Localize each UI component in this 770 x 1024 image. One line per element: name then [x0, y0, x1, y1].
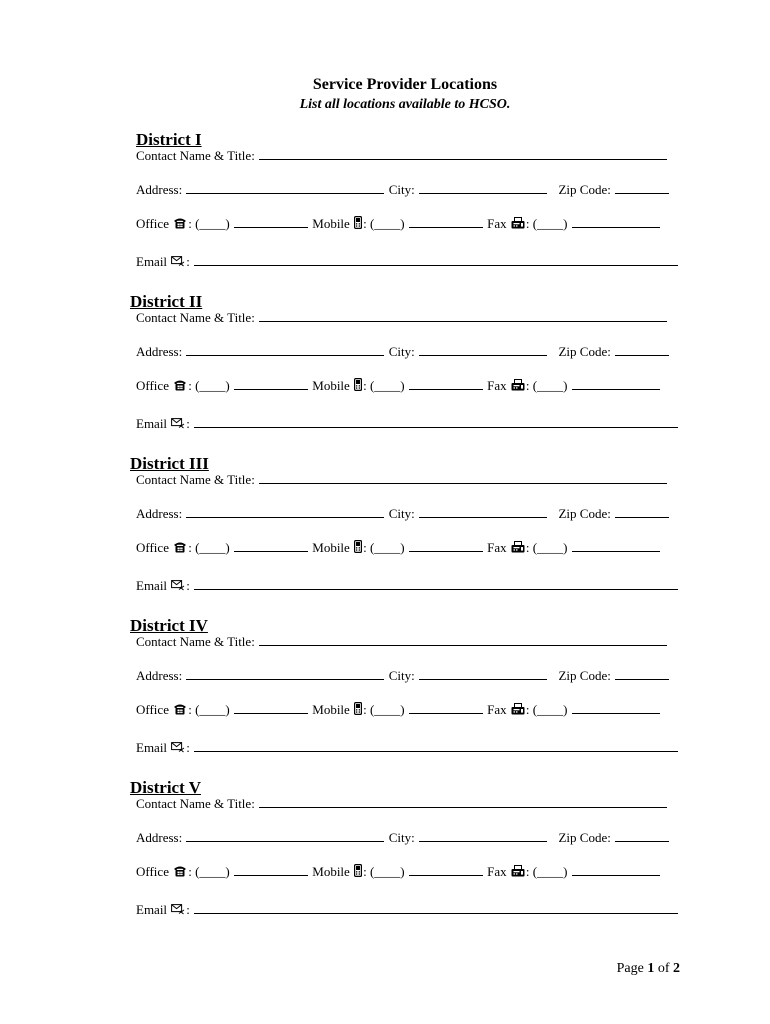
office-label: Office — [136, 540, 169, 555]
address-row — [136, 506, 670, 522]
district-section-3 — [0, 454, 770, 604]
city-field[interactable] — [419, 668, 547, 680]
fax-number-field[interactable] — [572, 216, 660, 228]
address-field[interactable] — [186, 668, 384, 680]
address-label: Address: — [136, 506, 183, 521]
address-row — [136, 344, 670, 360]
city-field[interactable] — [419, 506, 547, 518]
contact-row — [136, 634, 668, 650]
email-field[interactable] — [194, 902, 678, 914]
fax-number-field[interactable] — [572, 540, 660, 552]
city-label: City: — [388, 344, 415, 359]
contact-label: Contact Name & Title: — [136, 472, 255, 487]
mobile-label: Mobile — [312, 378, 350, 393]
mobile-label: Mobile — [312, 540, 350, 555]
office-label: Office — [136, 864, 169, 879]
mobile-label: Mobile — [312, 216, 350, 231]
email-label: Email — [136, 902, 168, 917]
zip-field[interactable] — [615, 506, 669, 518]
zip-field[interactable] — [615, 182, 669, 194]
mobile-number-field[interactable] — [409, 378, 483, 390]
email-label: Email — [136, 254, 168, 269]
office-number-field[interactable] — [234, 702, 308, 714]
address-label: Address: — [136, 668, 183, 683]
district-heading: District II — [130, 292, 203, 311]
city-label: City: — [388, 830, 415, 845]
office-number-field[interactable] — [234, 864, 308, 876]
zip-label: Zip Code: — [558, 668, 611, 683]
fax-icon — [511, 865, 525, 881]
page-subtitle: List all locations available to HCSO. — [299, 97, 511, 112]
mobile-area-code[interactable]: (____) — [369, 378, 405, 393]
mobile-number-field[interactable] — [409, 216, 483, 228]
page-word: Page — [616, 961, 644, 976]
office-label: Office — [136, 378, 169, 393]
district-section-1 — [0, 130, 770, 280]
address-row — [136, 830, 670, 846]
fax-icon — [511, 217, 525, 233]
address-label: Address: — [136, 830, 183, 845]
address-field[interactable] — [186, 182, 384, 194]
office-area-code[interactable]: (____) — [195, 540, 230, 555]
contact-field[interactable] — [259, 634, 667, 646]
mobile-phone-icon — [354, 864, 362, 881]
district-heading: District I — [136, 130, 202, 149]
office-number-field[interactable] — [234, 378, 308, 390]
contact-field[interactable] — [259, 472, 667, 484]
fax-area-code[interactable]: (____) — [532, 378, 568, 393]
email-label: Email — [136, 740, 168, 755]
fax-label: Fax — [487, 378, 507, 393]
mobile-area-code[interactable]: (____) — [369, 216, 405, 231]
city-field[interactable] — [419, 344, 547, 356]
district-heading: District V — [130, 778, 201, 797]
mobile-number-field[interactable] — [409, 864, 483, 876]
envelope-icon — [171, 255, 185, 271]
email-field[interactable] — [194, 578, 678, 590]
contact-row — [136, 796, 668, 812]
mobile-area-code[interactable]: (____) — [369, 864, 405, 879]
of-word: of — [657, 961, 670, 976]
office-area-code[interactable]: (____) — [195, 378, 230, 393]
fax-area-code[interactable]: (____) — [532, 540, 568, 555]
envelope-icon — [171, 579, 185, 595]
telephone-icon — [173, 379, 187, 395]
email-row: Email : — [136, 416, 679, 433]
email-row: Email : — [136, 254, 679, 271]
mobile-area-code[interactable]: (____) — [369, 540, 405, 555]
contact-field[interactable] — [259, 148, 667, 160]
office-area-code[interactable]: (____) — [195, 216, 230, 231]
email-row: Email : — [136, 902, 679, 919]
contact-label: Contact Name & Title: — [136, 310, 255, 325]
office-label: Office — [136, 216, 169, 231]
fax-icon — [511, 541, 525, 557]
page-title: Service Provider Locations — [312, 76, 498, 93]
fax-area-code[interactable]: (____) — [532, 216, 568, 231]
telephone-icon — [173, 865, 187, 881]
contact-row — [136, 472, 668, 488]
email-field[interactable] — [194, 740, 678, 752]
mobile-number-field[interactable] — [409, 540, 483, 552]
office-area-code[interactable]: (____) — [195, 702, 230, 717]
district-heading: District III — [130, 454, 209, 473]
mobile-number-field[interactable] — [409, 702, 483, 714]
contact-row — [136, 148, 668, 164]
city-label: City: — [388, 506, 415, 521]
office-area-code[interactable]: (____) — [195, 864, 230, 879]
zip-label: Zip Code: — [558, 830, 611, 845]
district-heading: District IV — [130, 616, 208, 635]
envelope-icon — [171, 417, 185, 433]
phone-row: Office : (____) Mobile : (____) Fax : (____) — [136, 540, 661, 557]
address-row — [136, 668, 670, 684]
city-label: City: — [388, 182, 415, 197]
address-field[interactable] — [186, 830, 384, 842]
fax-number-field[interactable] — [572, 378, 660, 390]
contact-field[interactable] — [259, 796, 667, 808]
zip-field[interactable] — [615, 344, 669, 356]
mobile-label: Mobile — [312, 702, 350, 717]
district-section-4 — [0, 616, 770, 766]
office-label: Office — [136, 702, 169, 717]
mobile-phone-icon — [354, 540, 362, 557]
mobile-phone-icon — [354, 216, 362, 233]
district-section-2 — [0, 292, 770, 442]
email-field[interactable] — [194, 254, 678, 266]
zip-field[interactable] — [615, 668, 669, 680]
telephone-icon — [173, 217, 187, 233]
fax-icon — [511, 703, 525, 719]
envelope-icon — [171, 903, 185, 919]
current-page: 1 — [647, 961, 655, 976]
fax-area-code[interactable]: (____) — [532, 864, 568, 879]
fax-number-field[interactable] — [572, 702, 660, 714]
address-label: Address: — [136, 182, 183, 197]
address-field[interactable] — [186, 344, 384, 356]
district-section-5 — [0, 778, 770, 928]
fax-icon — [511, 379, 525, 395]
fax-number-field[interactable] — [572, 864, 660, 876]
contact-field[interactable] — [259, 310, 667, 322]
zip-label: Zip Code: — [558, 182, 611, 197]
telephone-icon — [173, 541, 187, 557]
contact-label: Contact Name & Title: — [136, 796, 255, 811]
zip-field[interactable] — [615, 830, 669, 842]
phone-row: Office : (____) Mobile : (____) Fax : (____) — [136, 864, 661, 881]
email-label: Email — [136, 416, 168, 431]
fax-label: Fax — [487, 702, 507, 717]
office-number-field[interactable] — [234, 540, 308, 552]
fax-label: Fax — [487, 216, 507, 231]
email-label: Email — [136, 578, 168, 593]
page-number — [617, 960, 680, 978]
phone-row: Office : (____) Mobile : (____) Fax : (____) — [136, 702, 661, 719]
mobile-area-code[interactable]: (____) — [369, 702, 405, 717]
fax-label: Fax — [487, 864, 507, 879]
fax-label: Fax — [487, 540, 507, 555]
mobile-phone-icon — [354, 702, 362, 719]
zip-label: Zip Code: — [558, 344, 611, 359]
address-row — [136, 182, 670, 198]
city-field[interactable] — [419, 830, 547, 842]
fax-area-code[interactable]: (____) — [532, 702, 568, 717]
contact-label: Contact Name & Title: — [136, 148, 255, 163]
phone-row: Office : (____) Mobile : (____) Fax : (____) — [136, 216, 661, 233]
city-field[interactable] — [419, 182, 547, 194]
city-label: City: — [388, 668, 415, 683]
address-label: Address: — [136, 344, 183, 359]
envelope-icon — [171, 741, 185, 757]
total-pages: 2 — [673, 961, 680, 976]
contact-label: Contact Name & Title: — [136, 634, 255, 649]
office-number-field[interactable] — [234, 216, 308, 228]
contact-row — [136, 310, 668, 326]
email-field[interactable] — [194, 416, 678, 428]
email-row: Email : — [136, 740, 679, 757]
mobile-label: Mobile — [312, 864, 350, 879]
telephone-icon — [173, 703, 187, 719]
phone-row: Office : (____) Mobile : (____) Fax : (____) — [136, 378, 661, 395]
mobile-phone-icon — [354, 378, 362, 395]
address-field[interactable] — [186, 506, 384, 518]
email-row: Email : — [136, 578, 679, 595]
zip-label: Zip Code: — [558, 506, 611, 521]
